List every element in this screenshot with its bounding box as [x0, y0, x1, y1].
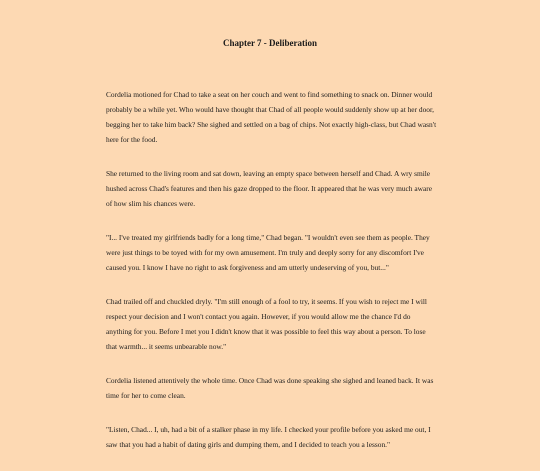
chapter-title: Chapter 7 - Deliberation — [222, 38, 318, 48]
paragraph: She returned to the living room and sat down, leaving an empty space between herself and Chad. A wry smile hushed across Chad's features and then his gaze dropped to the floor. It appeared that he was very much aware of how slim his chances were. — [106, 169, 432, 208]
paragraph: "I... I've treated my girlfriends badly for a long time," Chad began. "I wouldn't even see them as people. They were just things to be toyed with for my own amusement. I'm truly and deeply sorry for any discomfort I've caused you. I know I have no right to ask forgiveness and am utterly undeserving of you, but..." — [106, 233, 430, 272]
paragraph: Cordelia motioned for Chad to take a seat on her couch and went to find something to snack on. Dinner would probably be a while yet. Who would have thought that Chad of all people would suddenly show up at her door, begging her to take him back? She sighed and settled on a bag of chips. Not exactly high-class, but Chad wasn't here for the food. — [106, 90, 437, 144]
paragraph: Chad trailed off and chuckled dryly. "I'm still enough of a fool to try, it seems. If you wish to reject me I will respect your decision and I won't contact you again. However, if you would allow me the chance I'd do anything for you. Before I met you I didn't know that it was possible to feel this way about a person. To lose that warmth... it seems unbearable now." — [106, 297, 427, 351]
paragraph: "Listen, Chad... I, uh, had a bit of a stalker phase in my life. I checked your profile before you asked me out, I saw that you had a habit of dating girls and dumping them, and I decided to teach you a lesson." — [106, 425, 431, 449]
paragraph: Cordelia listened attentively the whole time. Once Chad was done speaking she sighed and leaned back. It was time for her to come clean. — [106, 376, 434, 400]
chapter-body — [106, 87, 438, 471]
